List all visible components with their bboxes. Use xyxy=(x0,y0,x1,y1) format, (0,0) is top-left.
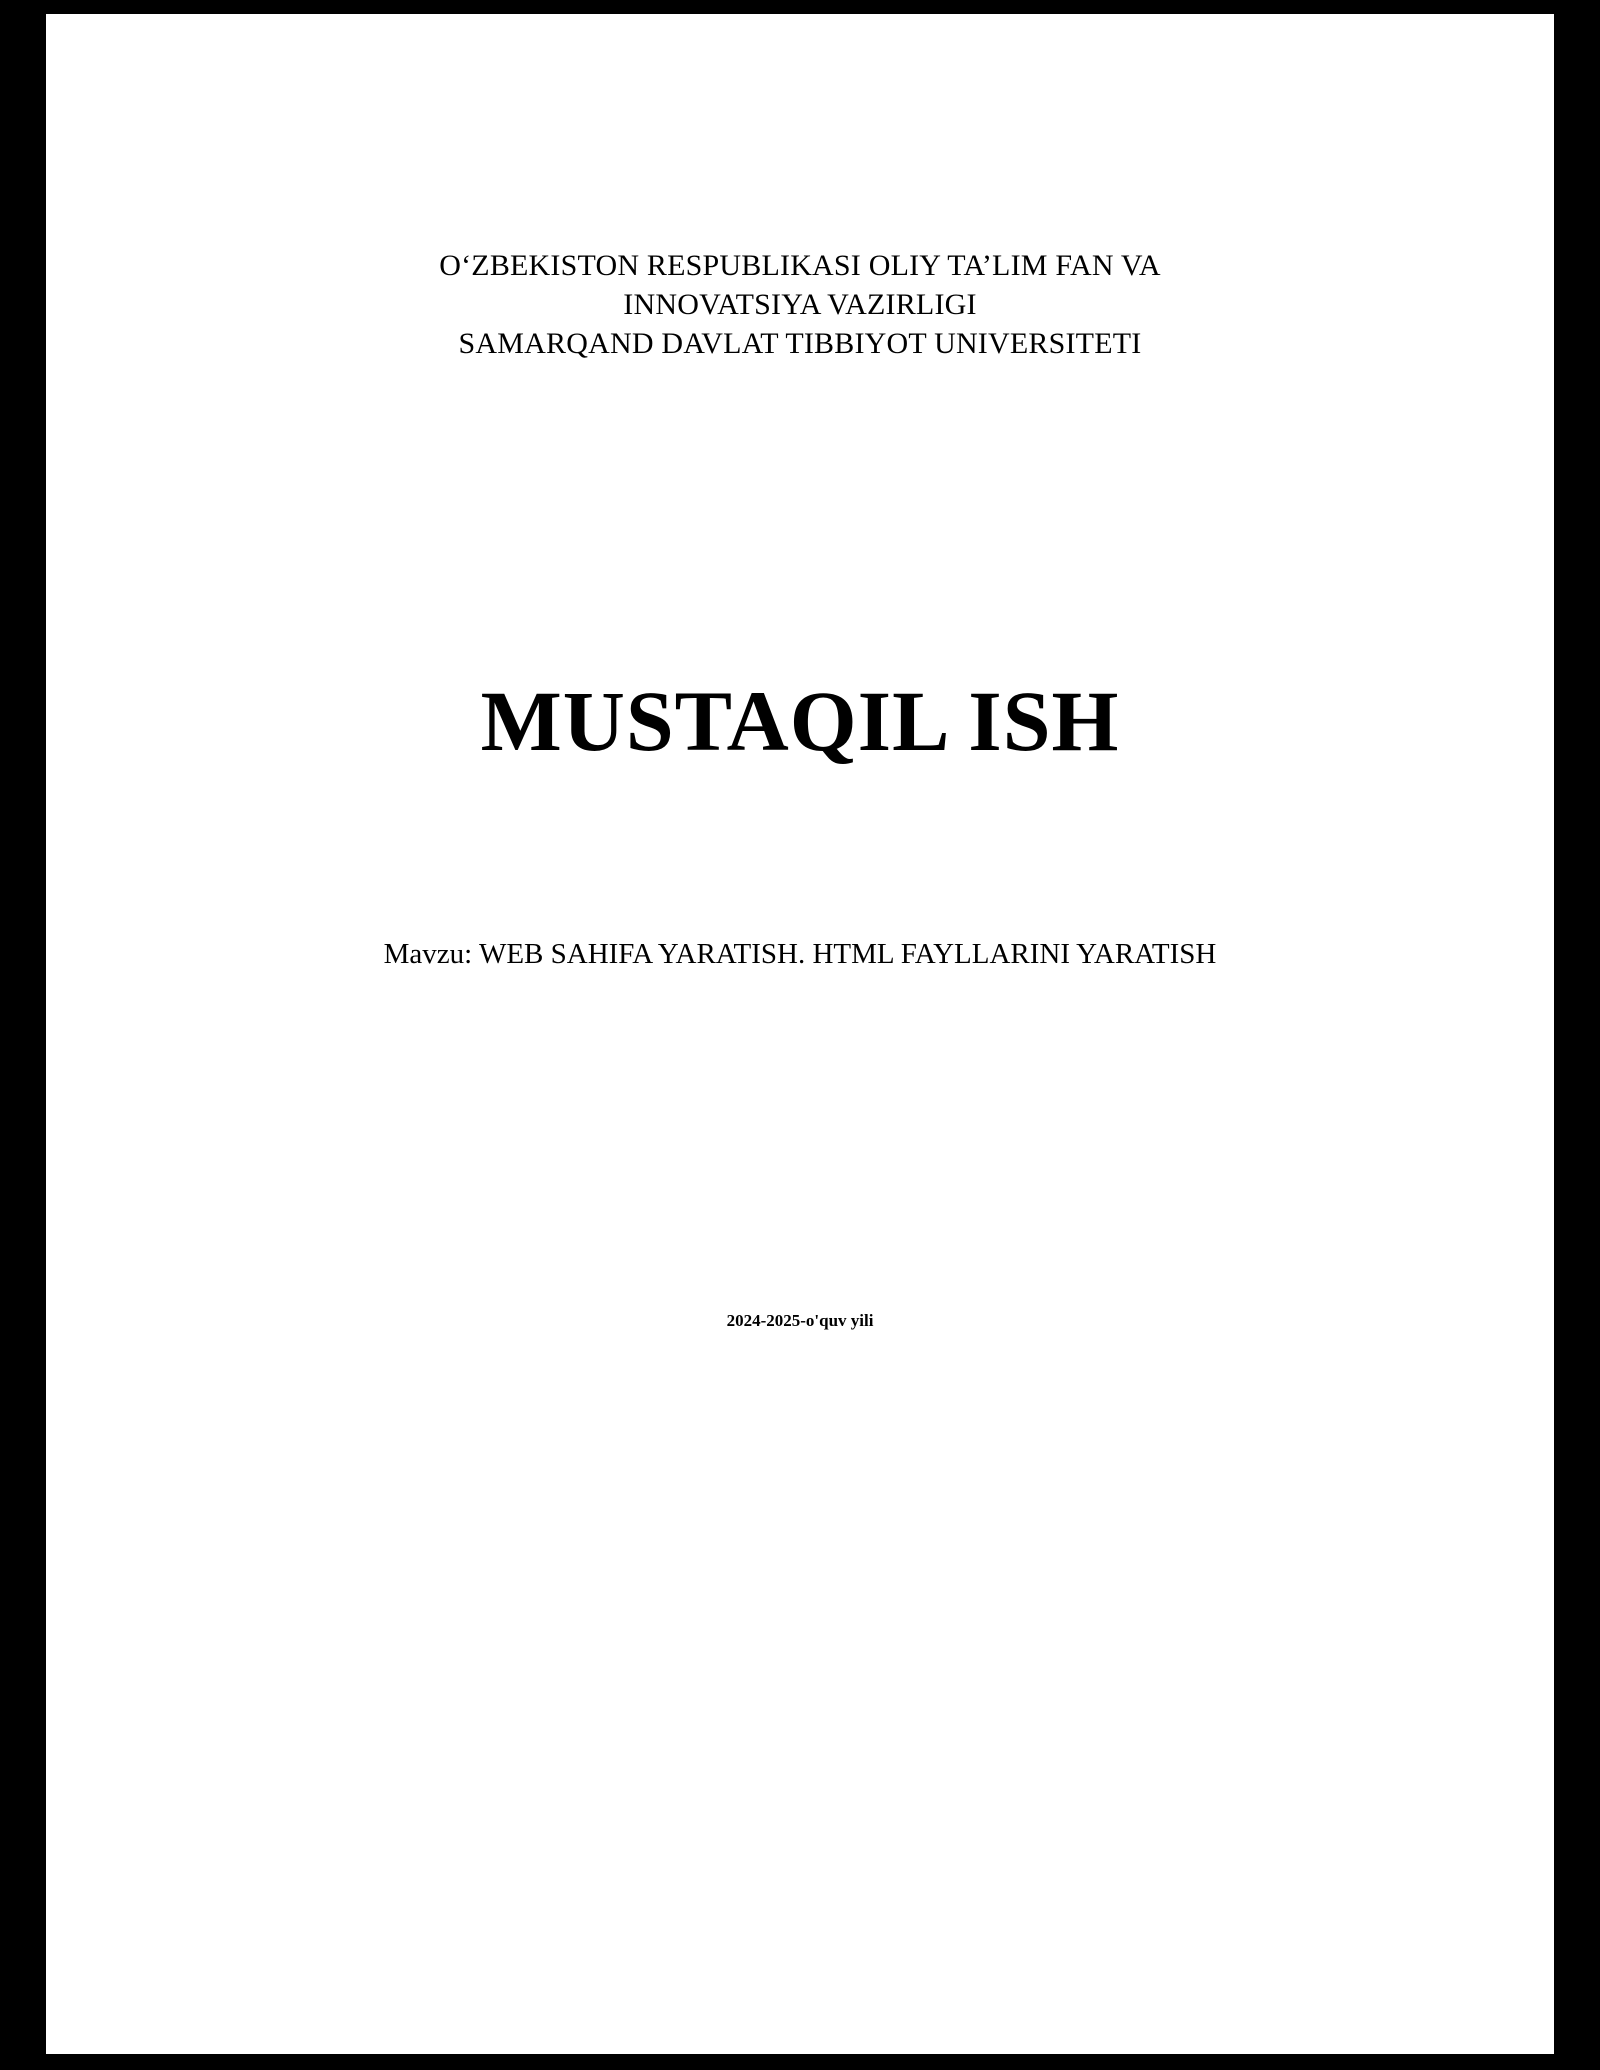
document-page xyxy=(44,12,1556,2056)
institution-heading xyxy=(176,246,1424,363)
page-title: MUSTAQIL ISH xyxy=(480,673,1120,769)
institution-line-3: SAMARQAND DAVLAT TIBBIYOT UNIVERSITETI xyxy=(458,327,1142,360)
institution-line-2: INNOVATSIYA VAZIRLIGI xyxy=(623,288,977,321)
institution-line-1: O‘ZBEKISTON RESPUBLIKASI OLIY TA’LIM FAN VA xyxy=(439,249,1161,282)
academic-year: 2024-2025-o'quv yili xyxy=(726,1311,874,1331)
subject-topic: Mavzu: WEB SAHIFA YARATISH. HTML FAYLLARINI YARATISH xyxy=(383,938,1217,971)
page-content xyxy=(46,14,1554,2054)
